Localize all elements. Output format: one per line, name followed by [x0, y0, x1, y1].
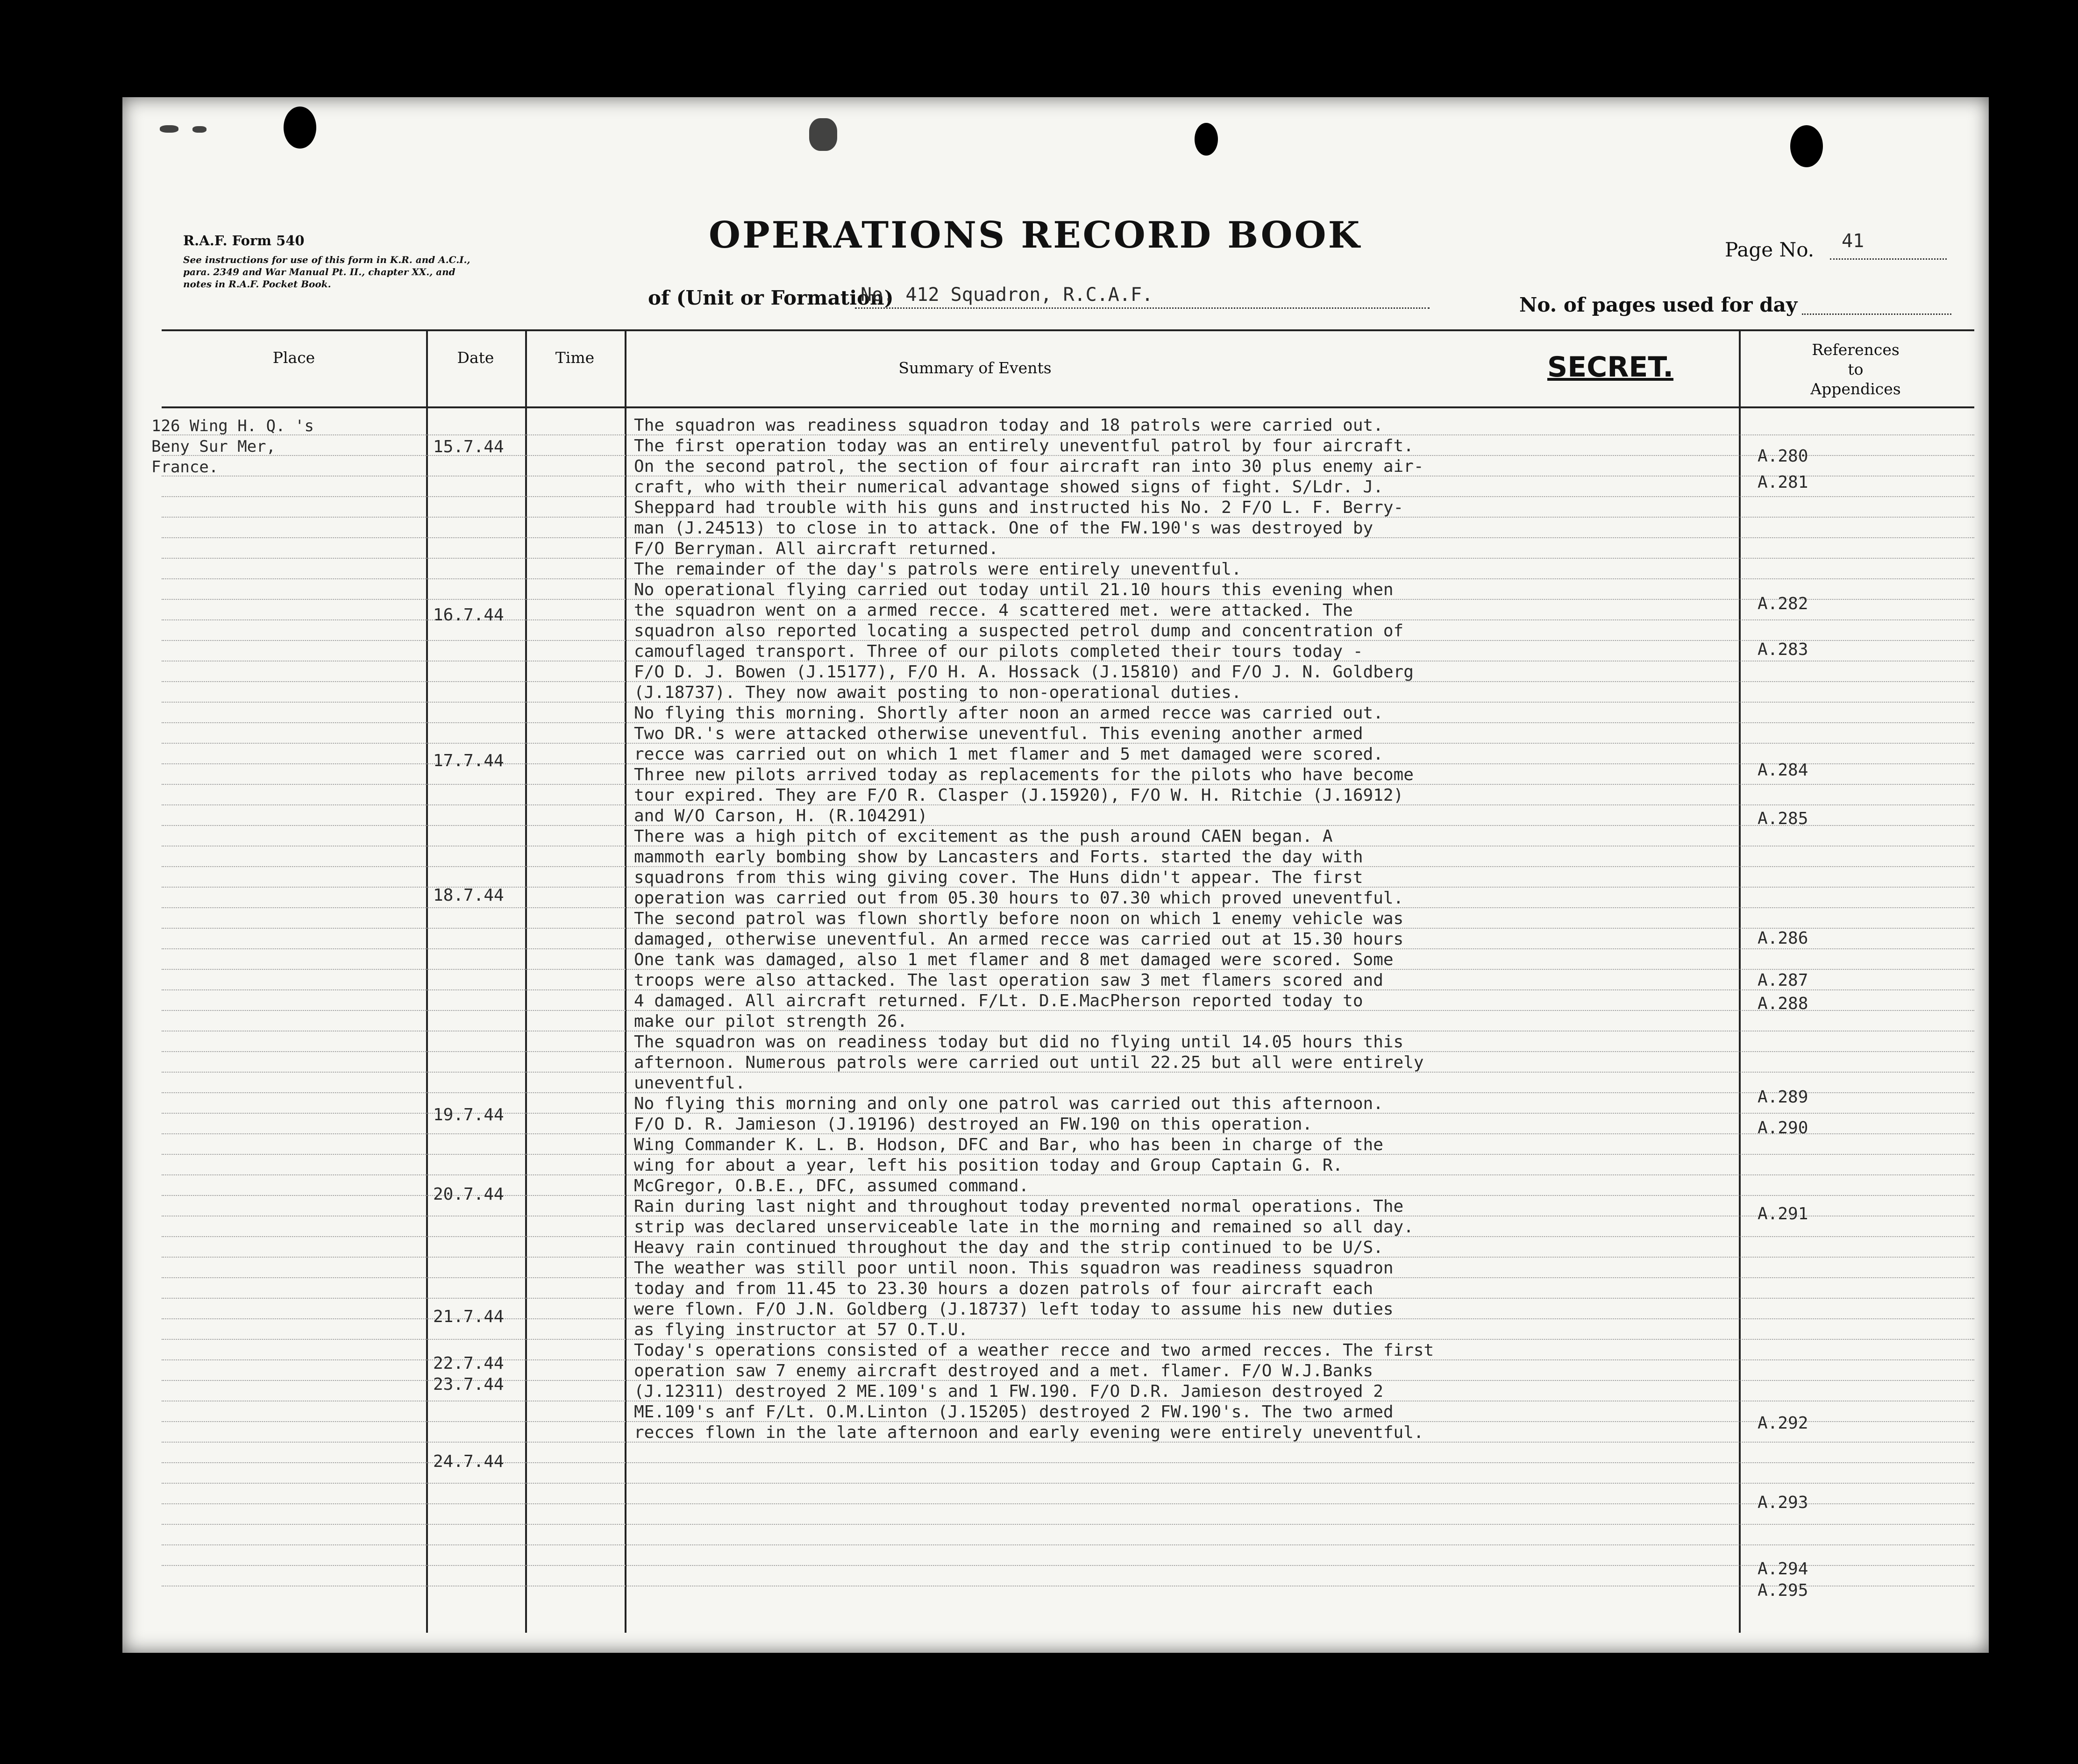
- entry-date: 21.7.44: [433, 1307, 504, 1326]
- appendix-reference: A.286: [1758, 929, 1808, 948]
- event-line: F/O D. J. Bowen (J.15177), F/O H. A. Hossack (J.15810) and F/O J. N. Goldberg: [634, 662, 1414, 682]
- event-line: troops were also attacked. The last operation saw 3 met flamers scored and: [634, 971, 1383, 990]
- event-line: the squadron went on a armed recce. 4 scattered met. were attacked. The: [634, 601, 1353, 620]
- event-line: wing for about a year, left his position today and Group Captain G. R.: [634, 1156, 1343, 1175]
- entry-date: 15.7.44: [433, 437, 504, 456]
- place-line: Beny Sur Mer,: [151, 437, 276, 456]
- appendix-reference: A.295: [1758, 1581, 1808, 1600]
- appendix-reference: A.284: [1758, 761, 1808, 780]
- event-line: Rain during last night and throughout today prevented normal operations. The: [634, 1197, 1404, 1216]
- appendix-reference: A.285: [1758, 809, 1808, 828]
- ruled-line: [162, 1524, 1974, 1525]
- event-line: Sheppard had trouble with his guns and instructed his No. 2 F/O L. F. Berry-: [634, 498, 1404, 517]
- table-header-border: [162, 406, 1974, 408]
- event-line: McGregor, O.B.E., DFC, assumed command.: [634, 1176, 1029, 1195]
- punch-hole-right: [1790, 125, 1823, 167]
- place-line: 126 Wing H. Q. 's: [151, 417, 314, 435]
- column-header-time: Time: [555, 349, 595, 367]
- appendix-reference: A.293: [1758, 1493, 1808, 1512]
- table-top-border: [162, 329, 1974, 331]
- appendix-reference: A.288: [1758, 994, 1808, 1013]
- ink-smudge: [192, 126, 206, 133]
- event-line: recces flown in the late afternoon and early evening were entirely uneventful.: [634, 1423, 1424, 1442]
- references-label: to: [1848, 360, 1864, 378]
- event-line: The squadron was readiness squadron today and 18 patrols were carried out.: [634, 416, 1383, 435]
- appendix-reference: A.282: [1758, 594, 1808, 613]
- place-line: France.: [151, 458, 219, 477]
- form-instructions-line: See instructions for use of this form in K.R. and A.C.I.,: [183, 254, 470, 265]
- appendix-reference: A.281: [1758, 473, 1808, 492]
- event-line: No flying this morning and only one patrol was carried out this afternoon.: [634, 1094, 1383, 1113]
- event-line: man (J.24513) to close in to attack. One of the FW.190's was destroyed by: [634, 519, 1373, 538]
- event-line: No operational flying carried out today until 21.10 hours this evening when: [634, 580, 1394, 599]
- column-header-place: Place: [272, 349, 315, 367]
- event-line: The squadron was on readiness today but did no flying until 14.05 hours this: [634, 1032, 1404, 1052]
- appendix-reference: A.283: [1758, 640, 1808, 659]
- column-divider: [426, 329, 428, 1633]
- ruled-line: [162, 1503, 1974, 1504]
- entry-date: 24.7.44: [433, 1452, 504, 1471]
- event-line: uneventful.: [634, 1074, 746, 1093]
- record-sheet: [122, 97, 1989, 1653]
- event-line: Wing Commander K. L. B. Hodson, DFC and Bar, who has been in charge of the: [634, 1135, 1383, 1154]
- unit-label: of (Unit or Formation): [648, 286, 894, 309]
- event-line: mammoth early bombing show by Lancasters and Forts. started the day with: [634, 847, 1363, 867]
- pages-used-line: [1802, 313, 1951, 315]
- entry-date: 20.7.44: [433, 1185, 504, 1204]
- appendix-reference: A.290: [1758, 1118, 1808, 1138]
- event-line: operation was carried out from 05.30 hours to 07.30 which proved uneventful.: [634, 889, 1404, 908]
- event-line: The remainder of the day's patrols were entirely uneventful.: [634, 560, 1242, 579]
- event-line: One tank was damaged, also 1 met flamer and 8 met damaged were scored. Some: [634, 950, 1394, 969]
- unit-line: [855, 307, 1430, 309]
- form-instructions-line: notes in R.A.F. Pocket Book.: [183, 278, 331, 290]
- event-line: camouflaged transport. Three of our pilots completed their tours today -: [634, 642, 1363, 661]
- event-line: The first operation today was an entirely uneventful patrol by four aircraft.: [634, 436, 1414, 455]
- event-line: Today's operations consisted of a weather recce and two armed recces. The first: [634, 1341, 1434, 1360]
- appendix-reference: A.294: [1758, 1559, 1808, 1579]
- ink-smudge: [160, 125, 178, 133]
- event-line: No flying this morning. Shortly after noon an armed recce was carried out.: [634, 704, 1383, 723]
- entry-date: 18.7.44: [433, 886, 504, 905]
- page-title: OPERATIONS RECORD BOOK: [709, 214, 1362, 256]
- column-header-references: [1739, 340, 1972, 399]
- event-line: squadron also reported locating a suspected petrol dump and concentration of: [634, 621, 1404, 640]
- event-line: There was a high pitch of excitement as the push around CAEN began. A: [634, 827, 1333, 846]
- ruled-line: [162, 1483, 1974, 1484]
- form-id: R.A.F. Form 540: [183, 233, 305, 249]
- event-line: strip was declared unserviceable late in the morning and remained so all day.: [634, 1217, 1414, 1237]
- event-line: (J.18737). They now await posting to non-operational duties.: [634, 683, 1242, 702]
- event-line: Two DR.'s were attacked otherwise uneventful. This evening another armed: [634, 724, 1363, 743]
- column-header-date: Date: [457, 349, 494, 367]
- event-line: The weather was still poor until noon. This squadron was readiness squadron: [634, 1259, 1394, 1278]
- event-line: On the second patrol, the section of four aircraft ran into 30 plus enemy air-: [634, 457, 1424, 476]
- appendix-reference: A.291: [1758, 1204, 1808, 1223]
- classification-stamp: SECRET.: [1547, 351, 1674, 384]
- entry-date: 16.7.44: [433, 605, 504, 625]
- ink-smudge: [809, 118, 837, 151]
- event-line: make our pilot strength 26.: [634, 1012, 908, 1031]
- appendix-reference: A.292: [1758, 1414, 1808, 1433]
- punch-hole-center: [1195, 123, 1218, 156]
- event-line: Three new pilots arrived today as replacements for the pilots who have become: [634, 765, 1414, 784]
- appendix-reference: A.289: [1758, 1088, 1808, 1107]
- event-line: operation saw 7 enemy aircraft destroyed and a met. flamer. F/O W.J.Banks: [634, 1361, 1373, 1380]
- event-line: were flown. F/O J.N. Goldberg (J.18737) left today to assume his new duties: [634, 1300, 1394, 1319]
- references-label: Appendices: [1810, 380, 1901, 398]
- event-line: squadrons from this wing giving cover. The Huns didn't appear. The first: [634, 868, 1363, 887]
- event-line: Heavy rain continued throughout the day and the strip continued to be U/S.: [634, 1238, 1383, 1257]
- event-line: damaged, otherwise uneventful. An armed recce was carried out at 15.30 hours: [634, 930, 1404, 949]
- page-number-label: Page No.: [1725, 238, 1815, 261]
- event-line: ME.109's anf F/Lt. O.M.Linton (J.15205) destroyed 2 FW.190's. The two armed: [634, 1402, 1394, 1422]
- event-line: F/O Berryman. All aircraft returned.: [634, 539, 999, 558]
- form-instructions-line: para. 2349 and War Manual Pt. II., chapter XX., and: [183, 266, 455, 277]
- event-line: tour expired. They are F/O R. Clasper (J.15920), F/O W. H. Ritchie (J.16912): [634, 786, 1404, 805]
- event-line: and W/O Carson, H. (R.104291): [634, 806, 928, 825]
- column-header-summary: Summary of Events: [898, 359, 1052, 377]
- column-divider: [625, 329, 626, 1633]
- event-line: as flying instructor at 57 O.T.U.: [634, 1320, 968, 1339]
- entry-date: 19.7.44: [433, 1105, 504, 1124]
- column-divider: [525, 329, 527, 1633]
- punch-hole-left: [284, 107, 316, 149]
- entry-date: 23.7.44: [433, 1375, 504, 1394]
- appendix-reference: A.280: [1758, 447, 1808, 466]
- unit-value: No. 412 Squadron, R.C.A.F.: [861, 284, 1153, 306]
- page-number-line: [1830, 258, 1947, 260]
- event-line: The second patrol was flown shortly before noon on which 1 enemy vehicle was: [634, 909, 1404, 928]
- event-line: craft, who with their numerical advantage showed signs of fight. S/Ldr. J.: [634, 477, 1383, 497]
- event-line: F/O D. R. Jamieson (J.19196) destroyed an FW.190 on this operation.: [634, 1115, 1313, 1134]
- ruled-line: [162, 1544, 1974, 1545]
- page-number-value: 41: [1842, 230, 1865, 252]
- event-line: (J.12311) destroyed 2 ME.109's and 1 FW.190. F/O D.R. Jamieson destroyed 2: [634, 1382, 1383, 1401]
- event-line: 4 damaged. All aircraft returned. F/Lt. D.E.MacPherson reported today to: [634, 991, 1363, 1010]
- event-line: recce was carried out on which 1 met flamer and 5 met damaged were scored.: [634, 745, 1383, 764]
- pages-used-label: No. of pages used for day: [1519, 293, 1798, 316]
- event-line: today and from 11.45 to 23.30 hours a dozen patrols of four aircraft each: [634, 1279, 1373, 1298]
- entry-date: 22.7.44: [433, 1354, 504, 1373]
- references-label: References: [1812, 341, 1900, 359]
- entry-date: 17.7.44: [433, 751, 504, 770]
- appendix-reference: A.287: [1758, 971, 1808, 990]
- event-line: afternoon. Numerous patrols were carried out until 22.25 but all were entirely: [634, 1053, 1424, 1072]
- ruled-line: [162, 1565, 1974, 1566]
